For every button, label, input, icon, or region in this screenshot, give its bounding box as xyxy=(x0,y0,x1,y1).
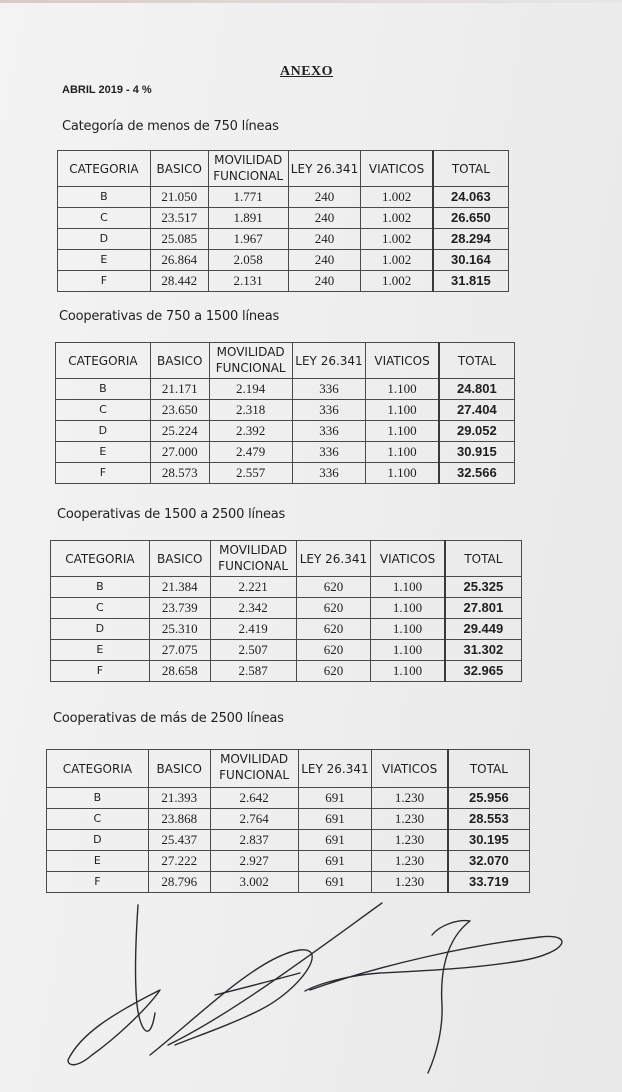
cell-ley: 691 xyxy=(298,788,372,809)
cell-basico: 28.796 xyxy=(148,872,210,893)
cell-viaticos: 1.230 xyxy=(372,851,448,872)
header-viaticos: VIATICOS xyxy=(371,541,445,577)
table-header-row xyxy=(51,541,522,577)
table-row xyxy=(51,661,522,682)
header-movilidad-line1: MOVILIDAD xyxy=(220,752,289,766)
header-categoria: CATEGORIA xyxy=(58,151,151,187)
cell-viaticos: 1.100 xyxy=(371,640,445,661)
cell-viaticos: 1.100 xyxy=(371,619,445,640)
table-body-4 xyxy=(47,788,530,893)
cell-basico: 25.437 xyxy=(148,830,210,851)
cell-ley: 240 xyxy=(288,250,361,271)
table-row xyxy=(51,640,522,661)
cell-ley: 336 xyxy=(292,400,366,421)
table-body-2 xyxy=(56,379,515,484)
cell-total: 33.719 xyxy=(448,872,530,893)
cell-movilidad: 2.507 xyxy=(210,640,296,661)
cell-ley: 691 xyxy=(298,809,372,830)
header-movilidad-line1: MOVILIDAD xyxy=(216,345,285,359)
header-movilidad-line1: MOVILIDAD xyxy=(219,543,288,557)
table-row xyxy=(56,442,515,463)
cell-categoria: B xyxy=(51,577,150,598)
cell-ley: 620 xyxy=(296,577,371,598)
cell-categoria: B xyxy=(47,788,149,809)
cell-categoria: B xyxy=(56,379,151,400)
cell-basico: 23.868 xyxy=(148,809,210,830)
cell-basico: 21.393 xyxy=(148,788,210,809)
signature-stroke-3 xyxy=(150,950,312,1055)
cell-basico: 26.864 xyxy=(150,250,208,271)
section-title-2: Cooperativas de 750 a 1500 líneas xyxy=(59,309,280,324)
header-total: TOTAL xyxy=(433,151,509,187)
header-movilidad-line2: FUNCIONAL xyxy=(219,768,290,782)
cell-total: 29.052 xyxy=(439,421,515,442)
cell-categoria: F xyxy=(51,661,150,682)
cell-categoria: E xyxy=(58,250,151,271)
cell-ley: 620 xyxy=(296,661,371,682)
cell-viaticos: 1.002 xyxy=(361,250,433,271)
cell-ley: 336 xyxy=(292,463,366,484)
cell-movilidad: 2.642 xyxy=(210,788,298,809)
cell-total: 29.449 xyxy=(445,619,522,640)
handwritten-signature xyxy=(0,895,622,1092)
cell-movilidad: 2.764 xyxy=(210,809,298,830)
table-row xyxy=(47,788,530,809)
table-row xyxy=(51,577,522,598)
header-basico: BASICO xyxy=(148,750,210,788)
table-row xyxy=(58,229,509,250)
header-viaticos: VIATICOS xyxy=(366,343,439,379)
cell-total: 28.294 xyxy=(433,229,509,250)
cell-viaticos: 1.100 xyxy=(366,400,439,421)
cell-viaticos: 1.100 xyxy=(371,577,445,598)
cell-viaticos: 1.100 xyxy=(366,442,439,463)
cell-movilidad: 2.131 xyxy=(208,271,288,292)
header-ley: LEY 26.341 xyxy=(288,151,361,187)
section-title-4: Cooperativas de más de 2500 líneas xyxy=(53,711,284,726)
table-row xyxy=(58,250,509,271)
cell-viaticos: 1.230 xyxy=(372,809,448,830)
table-row xyxy=(51,619,522,640)
cell-total: 31.815 xyxy=(433,271,509,292)
cell-categoria: C xyxy=(58,208,151,229)
cell-basico: 25.085 xyxy=(150,229,208,250)
header-ley: LEY 26.341 xyxy=(296,541,371,577)
cell-ley: 620 xyxy=(296,640,371,661)
cell-ley: 240 xyxy=(288,187,361,208)
table-body-1 xyxy=(58,187,509,292)
signature-stroke-2 xyxy=(68,990,160,1065)
salary-table-4 xyxy=(46,749,530,893)
cell-basico: 27.000 xyxy=(150,442,209,463)
table-header-row xyxy=(47,750,530,788)
header-movilidad xyxy=(210,541,296,577)
cell-categoria: E xyxy=(47,851,149,872)
cell-ley: 620 xyxy=(296,619,371,640)
cell-ley: 691 xyxy=(298,872,372,893)
cell-basico: 28.573 xyxy=(150,463,209,484)
cell-categoria: F xyxy=(56,463,151,484)
cell-basico: 23.517 xyxy=(150,208,208,229)
cell-movilidad: 2.058 xyxy=(208,250,288,271)
table-row xyxy=(47,830,530,851)
cell-viaticos: 1.002 xyxy=(361,229,433,250)
cell-categoria: D xyxy=(56,421,151,442)
cell-movilidad: 2.318 xyxy=(209,400,292,421)
cell-total: 30.164 xyxy=(433,250,509,271)
table-row xyxy=(47,809,530,830)
header-total: TOTAL xyxy=(448,750,530,788)
header-ley: LEY 26.341 xyxy=(292,343,366,379)
table-row xyxy=(58,271,509,292)
cell-movilidad: 2.587 xyxy=(210,661,296,682)
signature-stroke-1 xyxy=(135,905,155,1031)
cell-total: 28.553 xyxy=(448,809,530,830)
cell-basico: 25.310 xyxy=(149,619,210,640)
cell-movilidad: 2.479 xyxy=(209,442,292,463)
header-total: TOTAL xyxy=(439,343,515,379)
table-body-3 xyxy=(51,577,522,682)
header-ley: LEY 26.341 xyxy=(298,750,372,788)
cell-movilidad: 2.221 xyxy=(210,577,296,598)
cell-movilidad: 1.891 xyxy=(208,208,288,229)
cell-ley: 691 xyxy=(298,851,372,872)
cell-total: 26.650 xyxy=(433,208,509,229)
cell-basico: 21.171 xyxy=(150,379,209,400)
cell-basico: 21.384 xyxy=(149,577,210,598)
cell-total: 24.801 xyxy=(439,379,515,400)
cell-movilidad: 2.927 xyxy=(210,851,298,872)
cell-basico: 21.050 xyxy=(150,187,208,208)
cell-categoria: D xyxy=(58,229,151,250)
cell-categoria: C xyxy=(56,400,151,421)
table-header-row xyxy=(58,151,509,187)
header-movilidad xyxy=(209,343,292,379)
period-label: ABRIL 2019 - 4 % xyxy=(62,84,152,96)
cell-total: 25.325 xyxy=(445,577,522,598)
paper-top-edge xyxy=(0,0,622,3)
table-row xyxy=(51,598,522,619)
table-row xyxy=(56,463,515,484)
document-title: ANEXO xyxy=(280,64,334,79)
cell-categoria: D xyxy=(51,619,150,640)
cell-movilidad: 2.342 xyxy=(210,598,296,619)
cell-categoria: C xyxy=(51,598,150,619)
cell-basico: 28.442 xyxy=(150,271,208,292)
header-categoria: CATEGORIA xyxy=(51,541,150,577)
salary-table-2 xyxy=(55,342,515,484)
table-row xyxy=(56,400,515,421)
cell-ley: 336 xyxy=(292,379,366,400)
cell-total: 31.302 xyxy=(445,640,522,661)
cell-total: 32.566 xyxy=(439,463,515,484)
table-row xyxy=(56,421,515,442)
cell-viaticos: 1.230 xyxy=(372,830,448,851)
header-movilidad-line1: MOVILIDAD xyxy=(214,153,283,167)
cell-viaticos: 1.230 xyxy=(372,788,448,809)
cell-total: 30.195 xyxy=(448,830,530,851)
cell-ley: 240 xyxy=(288,208,361,229)
cell-movilidad: 2.557 xyxy=(209,463,292,484)
cell-categoria: B xyxy=(58,187,151,208)
cell-categoria: E xyxy=(56,442,151,463)
cell-ley: 336 xyxy=(292,442,366,463)
header-viaticos: VIATICOS xyxy=(361,151,433,187)
cell-movilidad: 3.002 xyxy=(210,872,298,893)
table-row xyxy=(47,851,530,872)
signature-stroke-7 xyxy=(428,921,470,1073)
table-row xyxy=(58,187,509,208)
salary-table-3 xyxy=(50,540,522,682)
salary-table-1 xyxy=(57,150,509,292)
cell-viaticos: 1.100 xyxy=(366,421,439,442)
table-row xyxy=(47,872,530,893)
signature-stroke-6 xyxy=(305,936,562,991)
cell-total: 30.915 xyxy=(439,442,515,463)
header-basico: BASICO xyxy=(150,151,208,187)
header-basico: BASICO xyxy=(150,343,209,379)
section-title-3: Cooperativas de 1500 a 2500 líneas xyxy=(57,507,286,522)
cell-movilidad: 1.771 xyxy=(208,187,288,208)
cell-ley: 620 xyxy=(296,598,371,619)
table-row xyxy=(56,379,515,400)
cell-total: 25.956 xyxy=(448,788,530,809)
cell-categoria: F xyxy=(47,872,149,893)
header-viaticos: VIATICOS xyxy=(372,750,448,788)
cell-ley: 240 xyxy=(288,271,361,292)
header-movilidad-line2: FUNCIONAL xyxy=(213,169,284,183)
cell-movilidad: 2.392 xyxy=(209,421,292,442)
header-total: TOTAL xyxy=(445,541,522,577)
cell-basico: 27.222 xyxy=(148,851,210,872)
cell-total: 27.404 xyxy=(439,400,515,421)
section-title-1: Categoría de menos de 750 líneas xyxy=(62,119,279,134)
header-basico: BASICO xyxy=(149,541,210,577)
header-movilidad xyxy=(210,750,298,788)
signature-stroke-4 xyxy=(168,903,382,1045)
cell-categoria: D xyxy=(47,830,149,851)
cell-ley: 336 xyxy=(292,421,366,442)
cell-total: 24.063 xyxy=(433,187,509,208)
cell-total: 27.801 xyxy=(445,598,522,619)
cell-viaticos: 1.002 xyxy=(361,208,433,229)
cell-categoria: E xyxy=(51,640,150,661)
header-movilidad xyxy=(208,151,288,187)
cell-basico: 28.658 xyxy=(149,661,210,682)
cell-categoria: F xyxy=(58,271,151,292)
cell-total: 32.070 xyxy=(448,851,530,872)
cell-viaticos: 1.100 xyxy=(366,379,439,400)
header-categoria: CATEGORIA xyxy=(56,343,151,379)
table-row xyxy=(58,208,509,229)
cell-basico: 25.224 xyxy=(150,421,209,442)
table-header-row xyxy=(56,343,515,379)
cell-viaticos: 1.230 xyxy=(372,872,448,893)
cell-viaticos: 1.100 xyxy=(371,661,445,682)
cell-basico: 23.650 xyxy=(150,400,209,421)
cell-total: 32.965 xyxy=(445,661,522,682)
header-movilidad-line2: FUNCIONAL xyxy=(215,361,286,375)
cell-viaticos: 1.002 xyxy=(361,271,433,292)
header-categoria: CATEGORIA xyxy=(47,750,149,788)
cell-basico: 27.075 xyxy=(149,640,210,661)
cell-categoria: C xyxy=(47,809,149,830)
cell-movilidad: 2.419 xyxy=(210,619,296,640)
cell-viaticos: 1.100 xyxy=(371,598,445,619)
cell-movilidad: 2.837 xyxy=(210,830,298,851)
cell-movilidad: 2.194 xyxy=(209,379,292,400)
cell-movilidad: 1.967 xyxy=(208,229,288,250)
cell-basico: 23.739 xyxy=(149,598,210,619)
cell-ley: 691 xyxy=(298,830,372,851)
cell-viaticos: 1.100 xyxy=(366,463,439,484)
cell-ley: 240 xyxy=(288,229,361,250)
cell-viaticos: 1.002 xyxy=(361,187,433,208)
header-movilidad-line2: FUNCIONAL xyxy=(218,559,289,573)
